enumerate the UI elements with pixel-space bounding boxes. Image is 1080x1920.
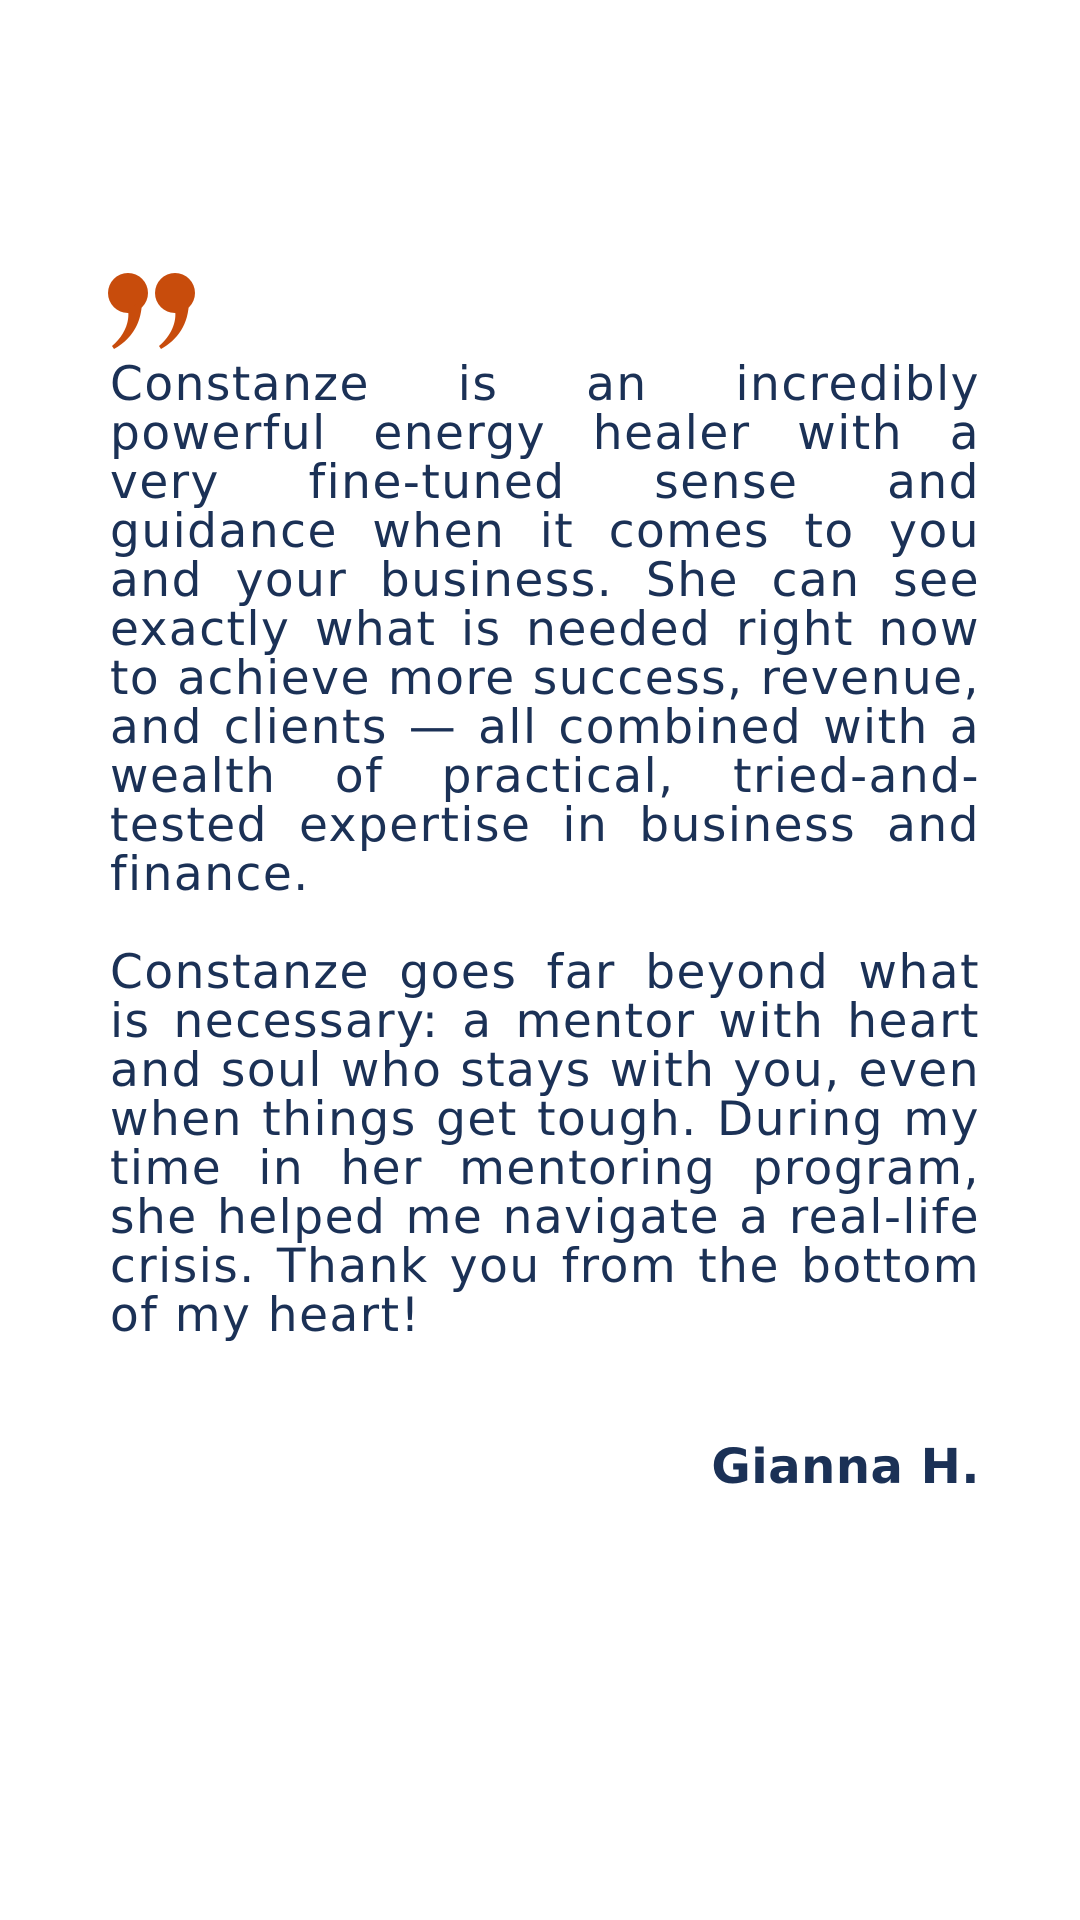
testimonial-author: Gianna H. bbox=[711, 1439, 980, 1495]
testimonial-block bbox=[110, 270, 980, 1497]
testimonial-quote bbox=[110, 357, 980, 1343]
closing-quote-icon bbox=[108, 270, 198, 350]
quote-paragraph-1: Constanze is an incredibly powerful energy healer with a very fine-tuned sense and guidance when it comes to you and your business. She can see exactly what is needed right now to achieve more success, revenue, and clients — all combined with a wealth of practical, tried-and-tested expertise in business and finance. bbox=[110, 357, 980, 902]
quote-paragraph-2: Constanze goes far beyond what is necessary: a mentor with heart and soul who stays with you, even when things get tough. During my time in her mentoring program, she helped me navigate a real-life crisis. Thank you from the bottom of my heart! bbox=[110, 945, 980, 1343]
